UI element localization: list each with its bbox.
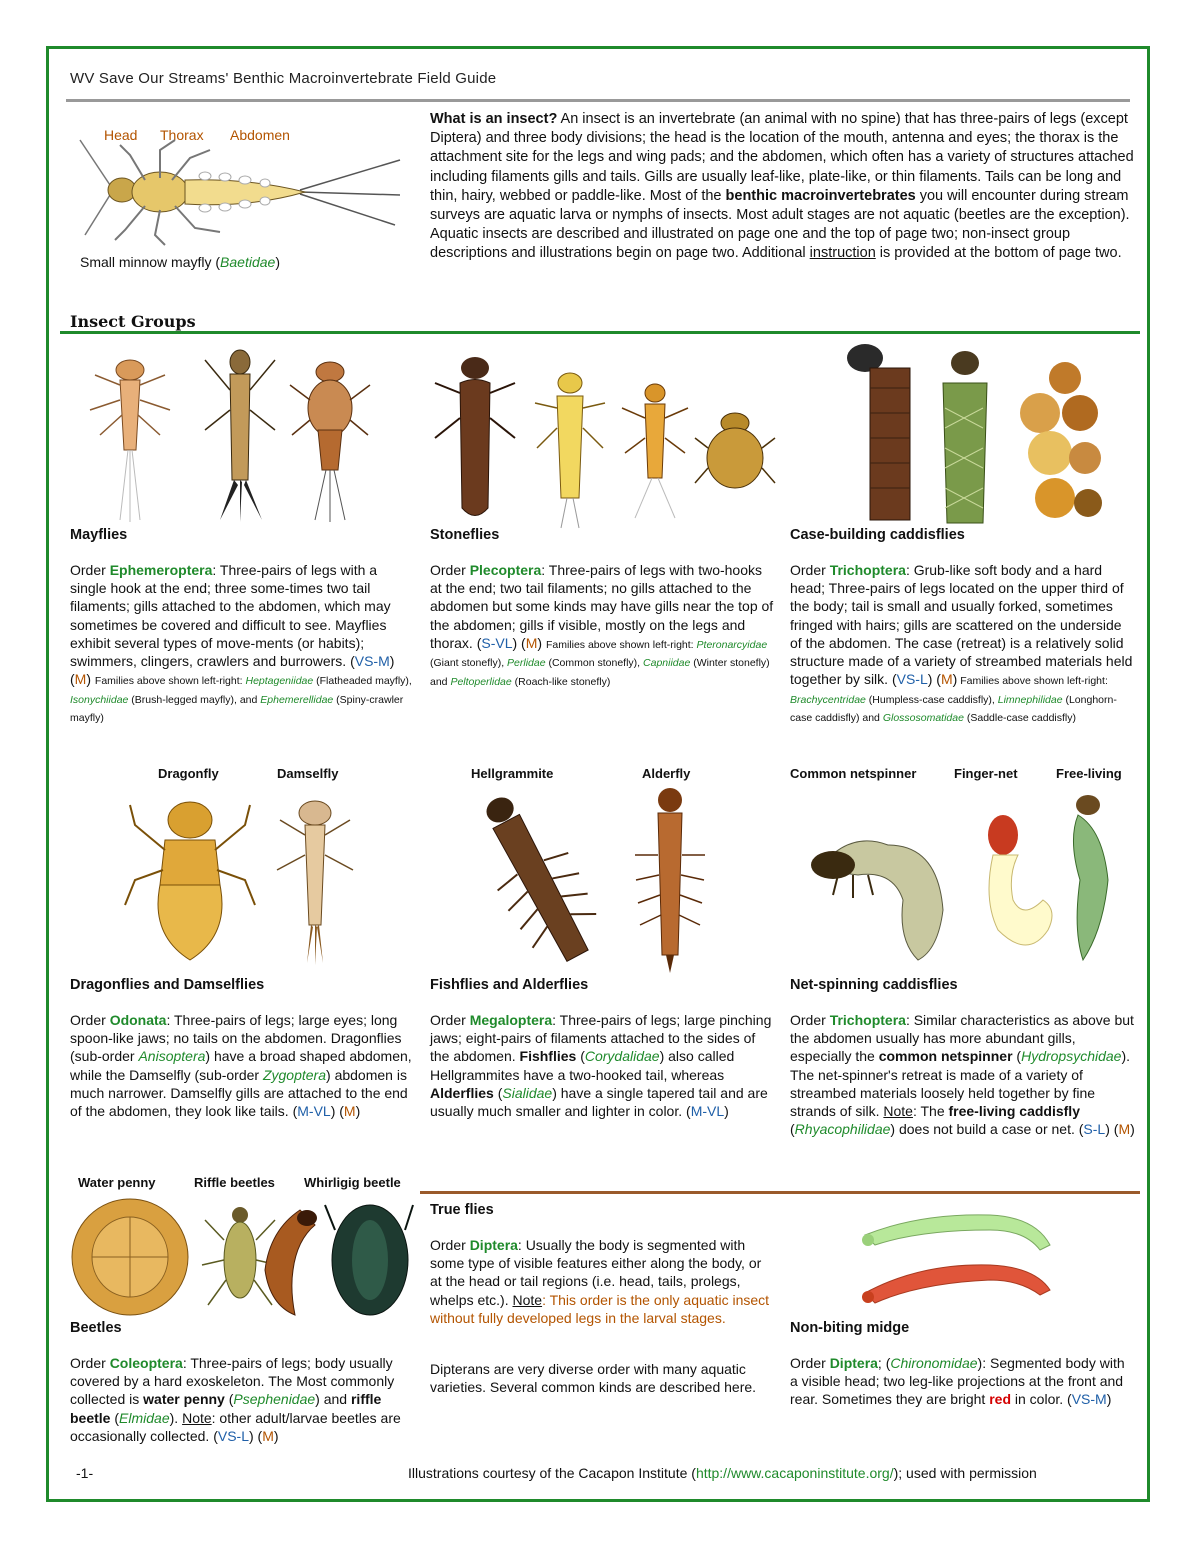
label-finger-net: Finger-net (954, 766, 1018, 781)
trueflies-divider (420, 1191, 1140, 1194)
label-hellgrammite: Hellgrammite (471, 766, 554, 781)
hero-mayfly-illustration (80, 140, 400, 250)
odonata-illustrations (125, 795, 360, 965)
case-building-caddisfly-illustrations (830, 338, 1150, 528)
mayflies-title: Mayflies (70, 527, 128, 543)
trueflies-paragraph-2: Dipterans are very diverse order with many aquatic varieties. Several common kinds are described here. (430, 1361, 757, 1396)
intro-paragraph: What is an insect? An insect is an invertebrate (an animal with no spine) that has three-pairs of legs (except Diptera) and three body divisions; the head is the location of the mouth, antenna and eyes; the thorax is the attachment site for the legs and wing pads; and the abdomen, which often has a variety of structures attached including filaments gills and tails. Gills are usually leaf-like, plate-like, or thin filaments. Tails can be long and thin, hairy, webbed or paddle-like. Most of the benthic macroinvertebrates you will encounter during stream surveys are aquatic larva or nymphs of insects. Most adult stages are not aquatic (beetles are the exception). Aquatic insects are described and illustrated on page one and the top of page two; non-insect group descriptions and illustrations begin on page two. Additional instruction is provided at the bottom of page two. (430, 111, 1134, 262)
odonata-description: Order Odonata: Three-pairs of legs; large eyes; long spoon-like jaws; no tails on the abdomen. Dragonflies (sub-order Anisoptera) have a broad shaped abdomen, while the Damselfly (sub-order Zygoptera) abdomen is much narrower. Damselfly gills are attached to the end of the abdomen, they look like tails. (M-VL) (M) (70, 1012, 412, 1120)
label-abdomen: Abdomen (230, 127, 290, 143)
midge-description: Order Diptera; (Chironomidae): Segmented body with a visible head; two leg-like projections at the front and rear. Sometimes they are bright red in color. (VS-M) (790, 1355, 1125, 1408)
beetle-illustrations (70, 1195, 415, 1320)
stonefly-illustrations (430, 338, 775, 528)
casebuilding-description: Order Trichoptera: Grub-like soft body and a hard head; Three-pairs of legs located on the upper third of the body; tail is small and usually forked, sometimes fringed with hairs; gills are scattered on the underside of the abdomen. The case (retreat) is a relatively solid structure made of a variety of streambed materials held together by silk. (VS-L) (M) Families above shown left-right: Brachycentridae (Humpless-case caddisfly), Limnephilidae (Longhorn-case caddisfly) and Glossosomatidae (Saddle-case caddisfly) (790, 562, 1133, 725)
netspinning-description: Order Trichoptera: Similar characteristics as above but the abdomen usually has more abundant gills, especially the common netspinner (Hydropsychidae). The net-spinner's retreat is made of a variety of streambed materials loosely held together by fine strands of silk. Note: The free-living caddisfly (Rhyacophilidae) does not build a case or net. (S-L) (M) (790, 1012, 1135, 1138)
section-divider (60, 331, 1140, 334)
megaloptera-title: Fishflies and Alderflies (430, 977, 589, 993)
label-free-living: Free-living (1056, 766, 1122, 781)
label-damselfly: Damselfly (277, 766, 339, 781)
trueflies-title: True flies (430, 1202, 494, 1218)
megaloptera-illustrations (480, 785, 720, 975)
mayflies-description: Order Ephemeroptera: Three-pairs of legs with a single hook at the end; three some-times two tail filaments; gills attached to the abdomen, which may sometimes be covered and difficult to see. Mayflies exhibit several types of move-ments (or habits); swimmers, clingers, crawlers and burrowers. (VS-M) (M) Families above shown left-right: Heptageniidae (Flatheaded mayfly), Isonychiidae (Brush-legged mayfly), and Ephemerellidae (Spiny-crawler mayfly) (70, 562, 412, 725)
label-whirligig-beetle: Whirligig beetle (304, 1175, 401, 1190)
page-number: -1- (76, 1465, 94, 1481)
cacapon-link[interactable]: http://www.cacaponinstitute.org/ (695, 1465, 894, 1481)
odonata-title: Dragonflies and Damselflies (70, 977, 265, 993)
label-head: Head (104, 127, 138, 143)
credits: Illustrations courtesy of the Cacapon Institute (http://www.cacaponinstitute.org/); used with permission (408, 1465, 1037, 1481)
label-water-penny: Water penny (78, 1175, 156, 1190)
midge-title: Non-biting midge (790, 1320, 910, 1336)
section-title: Insect Groups (70, 312, 196, 331)
label-alderfly: Alderfly (642, 766, 691, 781)
page-header-title: WV Save Our Streams' Benthic Macroinvertebrate Field Guide (70, 70, 497, 87)
label-riffle-beetles: Riffle beetles (194, 1175, 275, 1190)
label-common-netspinner: Common netspinner (790, 766, 917, 781)
hero-caption: Small minnow mayfly (Baetidae) (80, 254, 280, 270)
trueflies-description: Order Diptera: Usually the body is segmented with some type of visible features either along the body, or at the head or tail regions (i.e. head, tails, prolegs, whelps etc.). Note: This order is the only aquatic insect without fully developed legs in the larval stages. (430, 1237, 770, 1326)
netspinning-caddisfly-illustrations (808, 790, 1138, 965)
mayfly-illustrations (90, 340, 400, 525)
header-divider (66, 99, 1130, 102)
label-thorax: Thorax (160, 127, 204, 143)
midge-illustration (860, 1205, 1060, 1305)
stoneflies-title: Stoneflies (430, 527, 500, 543)
label-dragonfly: Dragonfly (158, 766, 219, 781)
instruction-link[interactable]: instruction (809, 245, 876, 262)
stoneflies-description: Order Plecoptera: Three-pairs of legs with two-hooks at the end; two tail filaments; no gills attached to the abdomen but some kinds may have gills near the top of the abdomen; gills if visible, mostly on the legs and thorax. (S-VL) (M) Families above shown left-right: Pteronarcyidae (Giant stonefly), Perlidae (Common stonefly), Capniidae (Winter stonefly) and Peltoperlidae (Roach-like stonefly) (430, 562, 774, 688)
megaloptera-description: Order Megaloptera: Three-pairs of legs; large pinching jaws; eight-pairs of filaments attached to the sides of the abdomen. Fishflies (Corydalidae) also called Hellgrammites have a two-hooked tail, whereas Alderflies (Sialidae) have a single tapered tail and are usually much smaller and lighter in color. (M-VL) (430, 1012, 772, 1120)
casebuilding-title: Case-building caddisflies (790, 527, 965, 543)
netspinning-title: Net-spinning caddisflies (790, 977, 958, 993)
beetles-title: Beetles (70, 1320, 122, 1336)
beetles-description: Order Coleoptera: Three-pairs of legs; body usually covered by a hard exoskeleton. The Most commonly collected is water penny (Psephenidae) and riffle beetle (Elmidae). Note: other adult/larvae beetles are occasionally collected. (VS-L) (M) (70, 1355, 401, 1444)
